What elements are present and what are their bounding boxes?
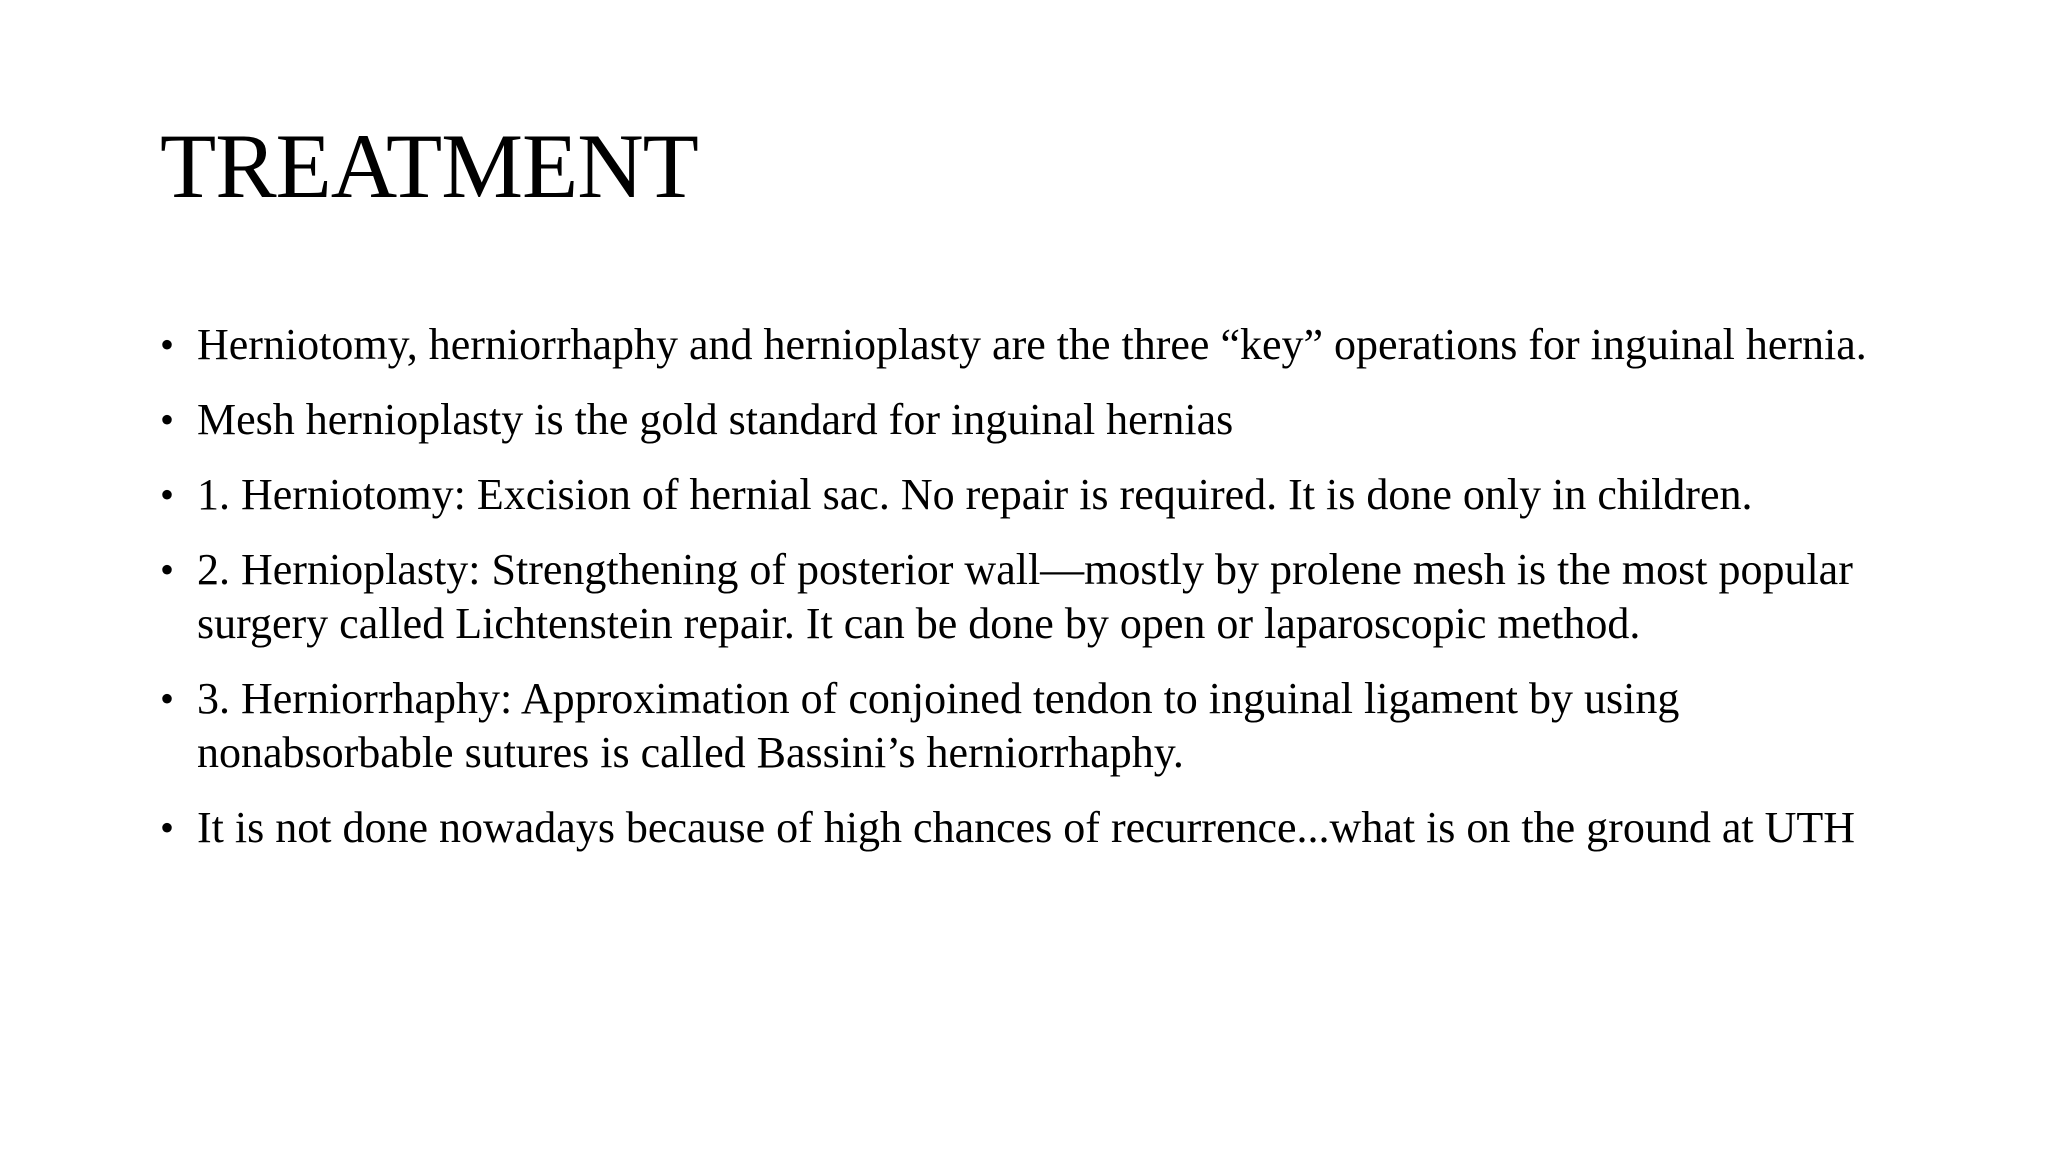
bullet-marker: • (160, 472, 175, 517)
bullet-marker: • (160, 676, 175, 721)
slide-title: TREATMENT (160, 115, 698, 217)
bullet-text: Herniotomy, herniorrhaphy and hernioplasty are the three “key” operations for inguinal hernia. (197, 320, 1867, 369)
bullet-marker: • (160, 322, 175, 367)
bullet-item (160, 318, 1920, 372)
bullet-text: 3. Herniorrhaphy: Approximation of conjoined tendon to inguinal ligament by using nonabsorbable sutures is called Bassini’s herniorrhaphy. (197, 674, 1680, 777)
bullet-text: 1. Herniotomy: Excision of hernial sac. No repair is required. It is done only in children. (197, 470, 1753, 519)
bullet-list (160, 318, 1920, 876)
bullet-item (160, 468, 1920, 522)
bullet-marker: • (160, 547, 175, 592)
bullet-item (160, 672, 1920, 780)
bullet-text: Mesh hernioplasty is the gold standard for inguinal hernias (197, 395, 1234, 444)
bullet-marker: • (160, 805, 175, 850)
bullet-item (160, 393, 1920, 447)
bullet-text: 2. Hernioplasty: Strengthening of posterior wall—mostly by prolene mesh is the most popular surgery called Lichtenstein repair. It can be done by open or laparoscopic method. (197, 545, 1853, 648)
bullet-text: It is not done nowadays because of high chances of recurrence...what is on the ground at UTH (197, 803, 1856, 852)
bullet-item (160, 543, 1920, 651)
bullet-marker: • (160, 397, 175, 442)
bullet-item (160, 801, 1920, 855)
